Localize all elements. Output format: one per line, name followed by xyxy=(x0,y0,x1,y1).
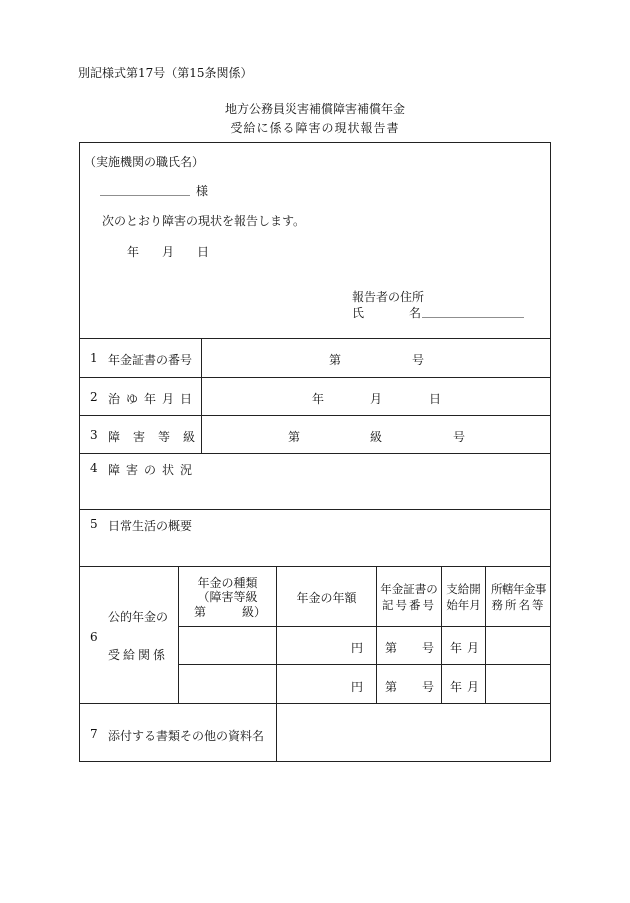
row1-number: 1 xyxy=(90,351,98,365)
row6-label-line1: 公的年金の xyxy=(108,610,169,624)
row-divider xyxy=(178,626,551,627)
row2-day: 日 xyxy=(429,392,442,406)
row3-label: 障害等級 xyxy=(108,430,209,444)
institution-label: （実施機関の職氏名） xyxy=(84,155,205,169)
start-header-line2: 始年月 xyxy=(446,598,481,612)
row5-label: 日常生活の概要 xyxy=(108,519,193,533)
date-day: 日 xyxy=(197,245,210,259)
entry1-dai: 第 xyxy=(385,641,398,655)
kind-header-kyu: 級） xyxy=(242,605,267,619)
row6-label-line2: 受給関係 xyxy=(108,648,169,662)
row1-go: 号 xyxy=(412,353,425,367)
entry1-year: 年 xyxy=(450,641,463,655)
row7-number: 7 xyxy=(90,727,98,741)
row4-number: 4 xyxy=(90,461,98,475)
row2-number: 2 xyxy=(90,390,98,404)
row-divider xyxy=(79,509,551,510)
row3-number: 3 xyxy=(90,428,98,442)
row1-label: 年金証書の番号 xyxy=(108,353,193,367)
office-header-line2: 務所名等 xyxy=(491,598,546,612)
column-divider xyxy=(276,703,277,762)
row2-label: 治ゆ年月日 xyxy=(108,392,199,406)
reporter-name-field[interactable]: _________________ xyxy=(422,304,524,318)
reporter-name-label-2: 名 xyxy=(409,306,422,320)
entry1-yen: 円 xyxy=(351,641,364,655)
form-number: 別記様式第17号（第15条関係） xyxy=(78,66,253,80)
entry2-year: 年 xyxy=(450,680,463,694)
column-divider xyxy=(276,566,277,703)
row-divider xyxy=(79,703,551,704)
kind-header-line1: 年金の種類 xyxy=(197,576,258,590)
date-year: 年 xyxy=(127,245,140,259)
row-divider xyxy=(79,415,551,416)
office-header-line1: 所轄年金事 xyxy=(491,582,546,596)
row5-number: 5 xyxy=(90,517,98,531)
row7-label: 添付する書類その他の資料名 xyxy=(108,729,265,743)
amount-header: 年金の年額 xyxy=(296,591,357,605)
entry2-dai: 第 xyxy=(385,680,398,694)
kind-header-line2: （障害等級 xyxy=(197,590,258,604)
report-form xyxy=(79,142,551,762)
honorific-sama: 様 xyxy=(196,184,209,198)
date-month: 月 xyxy=(162,245,175,259)
form-title-line2: 受給に係る障害の現状報告書 xyxy=(230,121,400,135)
kind-header-dai: 第 xyxy=(194,605,207,619)
entry2-go: 号 xyxy=(422,680,435,694)
row-divider xyxy=(178,664,551,665)
cert-header-line1: 年金証書の xyxy=(380,582,438,596)
row-divider xyxy=(79,377,551,378)
row6-number: 6 xyxy=(90,630,98,644)
row-divider xyxy=(79,453,551,454)
entry1-month: 月 xyxy=(467,641,480,655)
row-divider xyxy=(79,338,551,339)
row3-dai: 第 xyxy=(288,430,301,444)
addressee-field[interactable]: _______________ xyxy=(100,182,190,196)
reporter-address-label: 報告者の住所 xyxy=(352,290,425,304)
entry2-month: 月 xyxy=(467,680,480,694)
row2-month: 月 xyxy=(370,392,383,406)
entry2-yen: 円 xyxy=(351,680,364,694)
row3-kyu: 級 xyxy=(370,430,383,444)
reporter-name-label-1: 氏 xyxy=(352,306,365,320)
entry1-go: 号 xyxy=(422,641,435,655)
row-divider xyxy=(79,566,551,567)
statement-text: 次のとおり障害の現状を報告します。 xyxy=(102,214,306,228)
row2-year: 年 xyxy=(312,392,325,406)
row1-dai: 第 xyxy=(329,353,342,367)
row4-label: 障害の状況 xyxy=(108,463,199,477)
row3-go: 号 xyxy=(453,430,466,444)
start-header-line1: 支給開 xyxy=(446,582,481,596)
form-title-line1: 地方公務員災害補償障害補償年金 xyxy=(224,102,405,116)
cert-header-line2: 記号番号 xyxy=(382,598,436,612)
